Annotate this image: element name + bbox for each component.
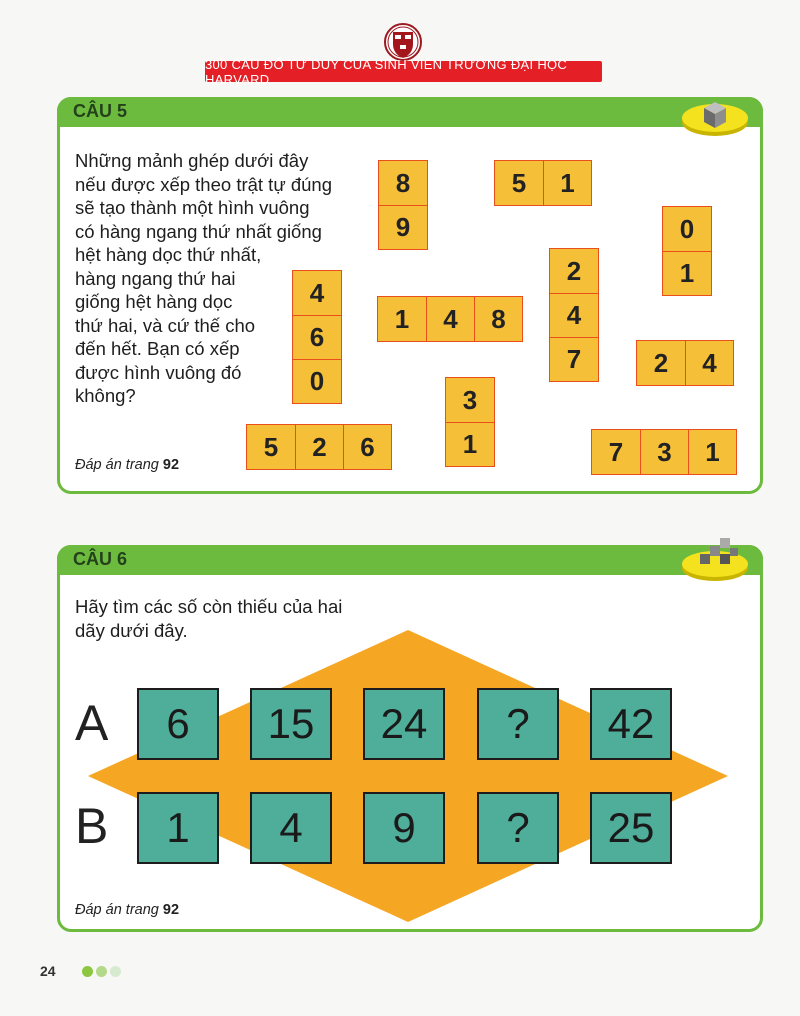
sequence-a-cell: 24 (363, 688, 445, 760)
footer-dot (110, 966, 121, 977)
footer-dot (96, 966, 107, 977)
tile-digit: 0 (679, 213, 695, 244)
puzzle-tile (662, 206, 712, 296)
text-line: đến hết. Bạn có xếp (75, 338, 240, 359)
puzzle-tile (445, 377, 495, 467)
text-line: được hình vuông đó (75, 361, 242, 383)
blocks-icon (678, 532, 752, 582)
tile-digit: 5 (511, 167, 527, 198)
tile-digit: 5 (263, 431, 279, 462)
text-line: giống hệt hàng dọc (75, 291, 233, 312)
puzzle-tile (292, 270, 342, 404)
orange-diamond-shape (88, 630, 728, 922)
question-5-answer-ref (75, 457, 179, 473)
puzzle-tile (636, 340, 734, 386)
tile-digit: 7 (608, 436, 624, 467)
puzzle-tile (246, 424, 392, 470)
tile-digit: 3 (462, 384, 478, 415)
answer-page: 92 (162, 902, 180, 918)
tile-digit: 1 (543, 161, 591, 205)
tile-digit: 1 (688, 430, 736, 474)
sequence-b-cell: ? (477, 792, 559, 864)
text-line: hàng ngang thứ hai (75, 267, 236, 289)
sequence-b-cell: 1 (137, 792, 219, 864)
sequence-b-cell: 25 (590, 792, 672, 864)
text-line: Những mảnh ghép dưới đây (75, 150, 309, 171)
text-line: sẽ tạo thành một hình vuông (75, 197, 310, 218)
question-6-title: CÂU 6 (73, 549, 128, 569)
tile-digit: 0 (293, 359, 341, 403)
puzzle-tile (494, 160, 592, 206)
tile-digit: 3 (640, 430, 688, 474)
tile-digit: 4 (426, 297, 474, 341)
question-6-header (57, 545, 763, 575)
text-line: không? (75, 385, 136, 406)
cube-icon (678, 88, 752, 138)
sequence-a-cell: 6 (137, 688, 219, 760)
sequence-b-label: B (75, 798, 109, 854)
tile-digit: 4 (309, 277, 325, 308)
tile-digit: 4 (550, 293, 598, 337)
puzzle-tile (377, 296, 523, 342)
answer-prefix: Đáp án trang (75, 457, 159, 473)
tile-digit: 1 (394, 303, 410, 334)
text-line: có hàng ngang thứ nhất giống (75, 220, 322, 242)
tile-digit: 8 (474, 297, 522, 341)
tile-digit: 8 (395, 167, 411, 198)
tile-digit: 2 (653, 347, 669, 378)
puzzle-tile (378, 160, 428, 250)
text-line: thứ hai, và cứ thế cho (75, 314, 256, 336)
footer-dot (82, 966, 93, 977)
text-line: Hãy tìm các số còn thiếu của hai (75, 596, 343, 617)
answer-prefix: Đáp án trang (75, 902, 159, 918)
sequence-a-cell: 42 (590, 688, 672, 760)
question-6-answer-ref (75, 902, 179, 918)
sequence-a-label: A (75, 695, 109, 751)
question-5-header (57, 97, 763, 127)
tile-digit: 7 (550, 337, 598, 381)
tile-digit: 1 (663, 251, 711, 295)
text-line: nếu được xếp theo trật tự đúng (75, 173, 333, 195)
tile-digit: 9 (379, 205, 427, 249)
sequence-b-cell: 4 (250, 792, 332, 864)
tile-digit: 4 (685, 341, 733, 385)
tile-digit: 1 (446, 422, 494, 466)
sequence-a-cell: ? (477, 688, 559, 760)
header-band (205, 56, 602, 87)
tile-digit: 2 (566, 255, 582, 286)
puzzle-tile (591, 429, 737, 475)
page-number: 24 (40, 963, 56, 979)
tile-digit: 6 (293, 315, 341, 359)
tile-digit: 6 (343, 425, 391, 469)
puzzle-tile (549, 248, 599, 382)
sequence-a-cell: 15 (250, 688, 332, 760)
tile-digit: 2 (295, 425, 343, 469)
sequence-b-cell: 9 (363, 792, 445, 864)
text-line: hệt hàng dọc thứ nhất, (75, 244, 262, 265)
book-title: 300 CÂU ĐỐ TƯ DUY CỦA SINH VIÊN TRƯỜNG ĐẠI HỌC HARVARD (205, 56, 568, 87)
question-5-title: CÂU 5 (73, 101, 128, 121)
text-line: dãy dưới đây. (75, 619, 188, 641)
answer-page: 92 (162, 457, 180, 473)
